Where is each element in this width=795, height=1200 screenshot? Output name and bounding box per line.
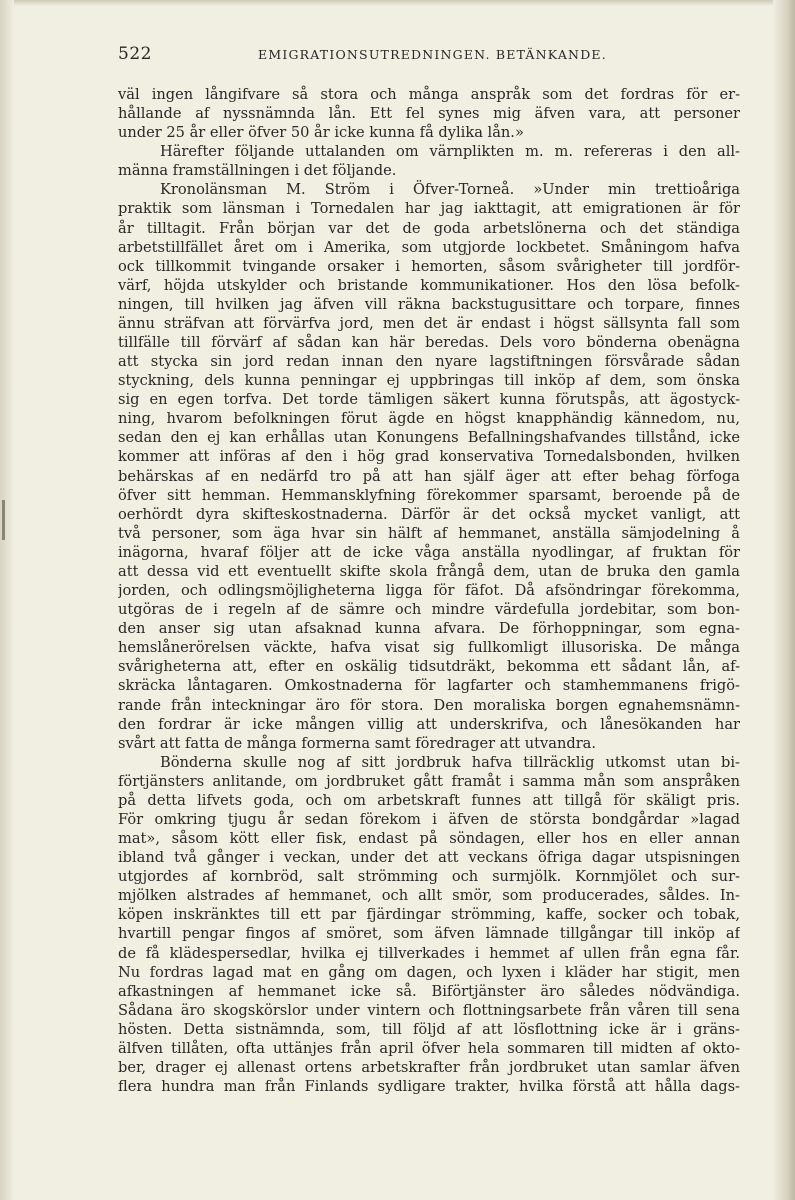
text-line: Sådana äro skogskörslor under vintern och flottningsarbete från våren till sena xyxy=(118,1001,740,1019)
text-line: ibland två gånger i veckan, under det att veckans öfriga dagar utspisningen xyxy=(118,849,740,867)
text-line: sig en egen torfva. Det torde tämligen säkert kunna förutspås, att ägostyck- xyxy=(118,391,740,409)
text-line: ningen, till hvilken jag äfven vill räkna backstugusittare och torpare, finnes xyxy=(118,295,740,313)
text-line: den fordrar är icke mången villig att underskrifva, och lånesökanden har xyxy=(118,715,740,733)
text-line: utgjordes af kornbröd, salt strömming och surmjölk. Kornmjölet och sur- xyxy=(118,868,740,886)
text-line: svårt att fatta de många formerna samt föredrager att utvandra. xyxy=(118,734,597,752)
text-line: rande från inteckningar äro för stora. Den moraliska borgen egnahemsnämn- xyxy=(118,696,740,714)
text-line: väl ingen långifvare så stora och många anspråk som det fordras för er- xyxy=(118,86,740,103)
text-line: hållande af nyssnämnda lån. Ett fel synes mig äfven vara, att personer xyxy=(118,105,740,123)
text-line: ännu sträfvan att förvärfva jord, men det är endast i högst sällsynta fall som xyxy=(118,314,740,332)
page-top-edge xyxy=(0,0,795,6)
text-line: ning, hvarom befolkningen förut ägde en högst knapphändig kännedom, nu, xyxy=(118,410,740,428)
text-line: Bönderna skulle nog af sitt jordbruk hafva tillräcklig utkomst utan bi- xyxy=(160,753,740,771)
text-line: afkastningen af hemmanet icke så. Biförtjänster äro således nödvändiga. xyxy=(118,982,740,1000)
text-line: svårigheterna att, efter en oskälig tidsutdräkt, bekomma ett sådant lån, af- xyxy=(118,658,740,676)
text-line: kommer att införas af den i hög grad konservativa Tornedalsbonden, hvilken xyxy=(118,448,740,466)
text-line: oerhördt dyra skifteskostnaderna. Därför är det också mycket vanligt, att xyxy=(118,505,740,523)
text-body xyxy=(118,85,740,1096)
text-line: För omkring tjugu år sedan förekom i äfven de största bondgårdar »lagad xyxy=(118,810,740,828)
text-line: att dessa vid ett eventuellt skifte skola frångå dem, utan de bruka den gamla xyxy=(118,562,740,580)
text-line: Härefter följande uttalanden om värnplikten m. m. refereras i den all- xyxy=(160,143,740,161)
page-number: 522 xyxy=(118,44,152,64)
text-line: arbetstillfället året om i Amerika, som utgjorde lockbetet. Småningom hafva xyxy=(118,238,740,256)
text-line: år tilltagit. Från början var det de goda arbetslönerna och det ständiga xyxy=(118,219,740,237)
text-line: ber, drager ej allenast ortens arbetskrafter från jordbruket utan samlar äfven xyxy=(118,1058,740,1076)
running-head: EMIGRATIONSUTREDNINGEN. BETÄNKANDE. xyxy=(258,47,607,62)
text-line: de få klädespersedlar, hvilka ej tillverkades i hemmet af ullen från egna får. xyxy=(118,944,740,962)
text-line: två personer, som äga hvar sin hälft af hemmanet, anställa sämjodelning å xyxy=(118,524,740,542)
text-line: praktik som länsman i Tornedalen har jag iakttagit, att emigrationen är för xyxy=(118,200,740,218)
text-line: ock tillkommit tvingande orsaker i hemorten, såsom svårigheter till jordför- xyxy=(118,257,740,275)
text-line: att stycka sin jord redan innan den nyare lagstiftningen försvårade sådan xyxy=(118,353,740,371)
text-line: behärskas af en nedärfd tro på att han själf äger att efter behag förfoga xyxy=(118,467,740,485)
text-line: hemslånerörelsen väckte, hafva visat sig fullkomligt illusoriska. De många xyxy=(118,639,740,657)
text-line: hösten. Detta sistnämnda, som, till följd af att lösflottning icke är i gräns- xyxy=(118,1020,740,1038)
text-line: värf, höjda utskylder och bristande kommunikationer. Hos den lösa befolk- xyxy=(118,276,740,294)
text-line: hvartill pengar fingos af smöret, som äfven lämnade tillgångar till inköp af xyxy=(118,925,740,943)
text-line: utgöras de i regeln af de sämre och mindre värdefulla jordebitar, som bon- xyxy=(118,601,740,619)
text-line: männa framställningen i det följande. xyxy=(118,162,397,180)
text-line: den anser sig utan afsaknad kunna afvara. De förhoppningar, som egna- xyxy=(118,620,740,638)
text-line: jorden, och odlingsmöjligheterna ligga för fäfot. Då afsöndringar förekomma, xyxy=(118,582,740,600)
text-line: mjölken alstrades af hemmanet, och allt smör, som producerades, såldes. In- xyxy=(118,887,740,905)
text-line: Nu fordras lagad mat en gång om dagen, och lyxen i kläder har stigit, men xyxy=(118,963,740,981)
page-header xyxy=(118,44,740,66)
text-line: köpen inskränktes till ett par fjärdingar strömming, kaffe, socker och tobak, xyxy=(118,906,740,924)
text-line: Kronolänsman M. Ström i Öfver-Torneå. »Under min trettioåriga xyxy=(160,181,740,199)
text-line: älfven tillåten, ofta uttänjes från april öfver hela sommaren till midten af okto- xyxy=(118,1039,740,1057)
text-line: inägorna, hvaraf följer att de icke våga anställa nyodlingar, af fruktan för xyxy=(118,543,740,561)
text-line: öfver sitt hemman. Hemmansklyfning förekommer sparsamt, beroende på de xyxy=(118,486,740,504)
text-line: under 25 år eller öfver 50 år icke kunna få dylika lån.» xyxy=(118,124,524,142)
margin-mark xyxy=(2,500,5,540)
page-left-edge xyxy=(0,0,14,1200)
text-line: förtjänsters anlitande, om jordbruket gått framåt i samma mån som anspråken xyxy=(118,772,740,790)
text-line: tillfälle till förvärf af sådan kan här beredas. Dels voro bönderna obenägna xyxy=(118,334,740,352)
text-line: på detta lifvets goda, och om arbetskraft funnes att tillgå för skäligt pris. xyxy=(118,791,740,809)
text-line: skräcka låntagaren. Omkostnaderna för lagfarter och stamhemmanens frigö- xyxy=(118,677,740,695)
text-line: sedan den ej kan erhållas utan Konungens Befallningshafvandes tillstånd, icke xyxy=(118,429,740,447)
text-line: mat», såsom kött eller fisk, endast på söndagen, eller hos en eller annan xyxy=(118,830,740,848)
page-right-edge xyxy=(773,0,795,1200)
text-line: styckning, dels kunna penningar ej uppbringas till inköp af dem, som önska xyxy=(118,372,740,390)
text-line: flera hundra man från Finlands sydligare trakter, hvilka förstå att hålla dags- xyxy=(118,1078,740,1096)
